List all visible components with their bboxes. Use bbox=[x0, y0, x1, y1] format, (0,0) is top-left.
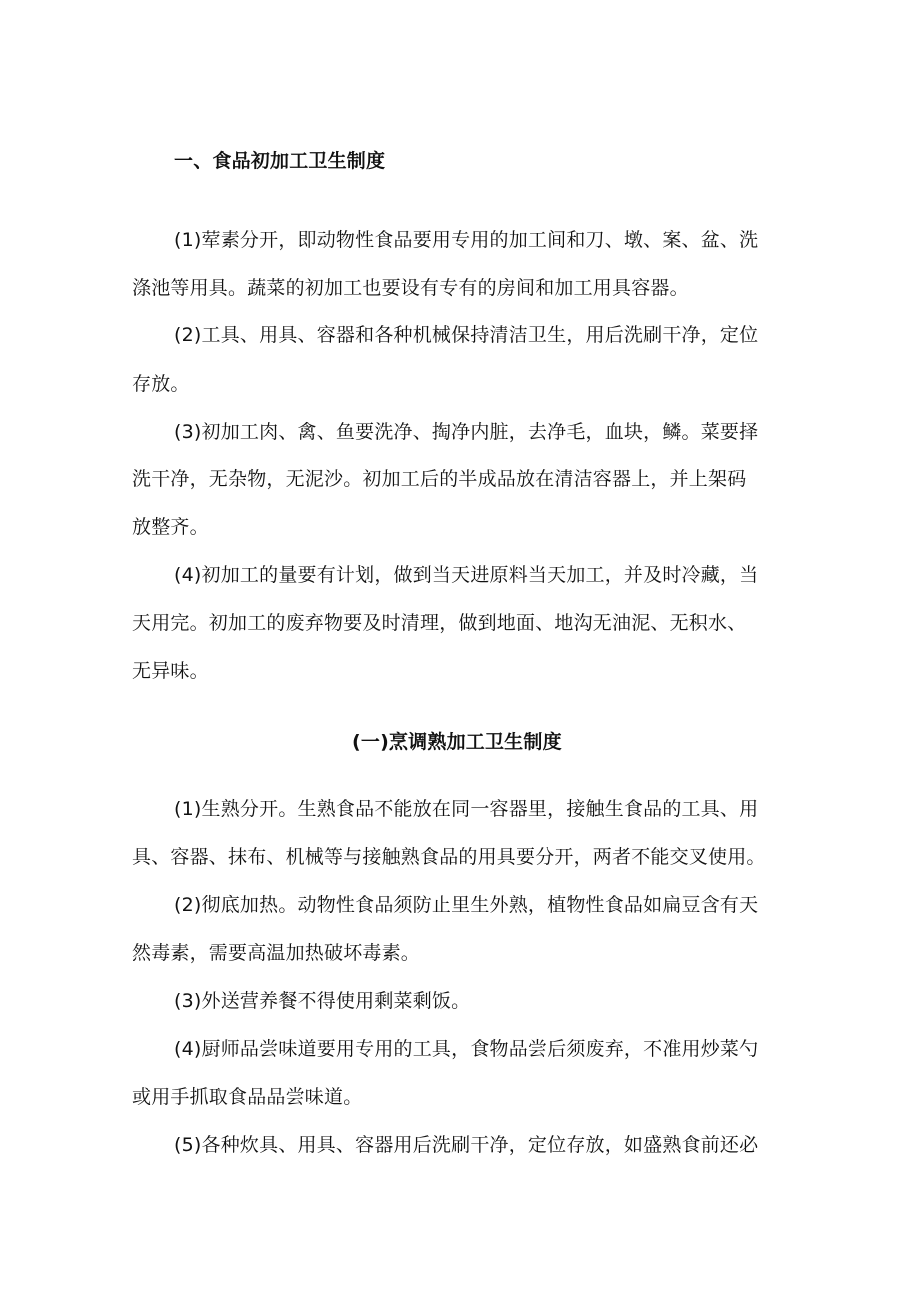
paragraph-line: (4)厨师品尝味道要用专用的工具，食物品尝后须废弃，不准用炒菜勺 bbox=[174, 1038, 759, 1060]
section-title-cooking-processing: (一)烹调熟加工卫生制度 bbox=[352, 731, 562, 753]
paragraph-line: 放整齐。 bbox=[132, 516, 209, 538]
paragraph-line: (1)荤素分开，即动物性食品要用专用的加工间和刀、墩、案、盆、洗 bbox=[174, 229, 759, 251]
paragraph-line: 洗干净，无杂物，无泥沙。初加工后的半成品放在清洁容器上，并上架码 bbox=[132, 468, 747, 490]
paragraph-line: 无异味。 bbox=[132, 660, 209, 682]
paragraph-line: 或用手抓取食品品尝味道。 bbox=[132, 1086, 363, 1108]
paragraph-line: (1)生熟分开。生熟食品不能放在同一容器里，接触生食品的工具、用 bbox=[174, 798, 759, 820]
paragraph-line: (3)初加工肉、禽、鱼要洗净、掏净内脏，去净毛，血块，鳞。菜要择 bbox=[174, 421, 759, 443]
paragraph-line: (2)彻底加热。动物性食品须防止里生外熟，植物性食品如扁豆含有天 bbox=[174, 894, 759, 916]
paragraph-line: 涤池等用具。蔬菜的初加工也要设有专有的房间和加工用具容器。 bbox=[132, 277, 689, 299]
paragraph-line: 具、容器、抹布、机械等与接触熟食品的用具要分开，两者不能交叉使用。 bbox=[132, 846, 766, 868]
paragraph-line: (4)初加工的量要有计划，做到当天进原料当天加工，并及时冷藏，当 bbox=[174, 564, 759, 586]
paragraph-line: 天用完。初加工的废弃物要及时清理，做到地面、地沟无油泥、无积水、 bbox=[132, 612, 747, 634]
paragraph-line: (2)工具、用具、容器和各种机械保持清洁卫生，用后洗刷干净，定位 bbox=[174, 324, 759, 346]
paragraph-line: 然毒素，需要高温加热破坏毒素。 bbox=[132, 942, 421, 964]
paragraph-line: 存放。 bbox=[132, 373, 190, 395]
paragraph-line: (5)各种炊具、用具、容器用后洗刷干净，定位存放，如盛熟食前还必 bbox=[174, 1134, 759, 1156]
section-title-food-preprocessing: 一、食品初加工卫生制度 bbox=[174, 150, 386, 172]
paragraph-line: (3)外送营养餐不得使用剩菜剩饭。 bbox=[174, 990, 471, 1012]
